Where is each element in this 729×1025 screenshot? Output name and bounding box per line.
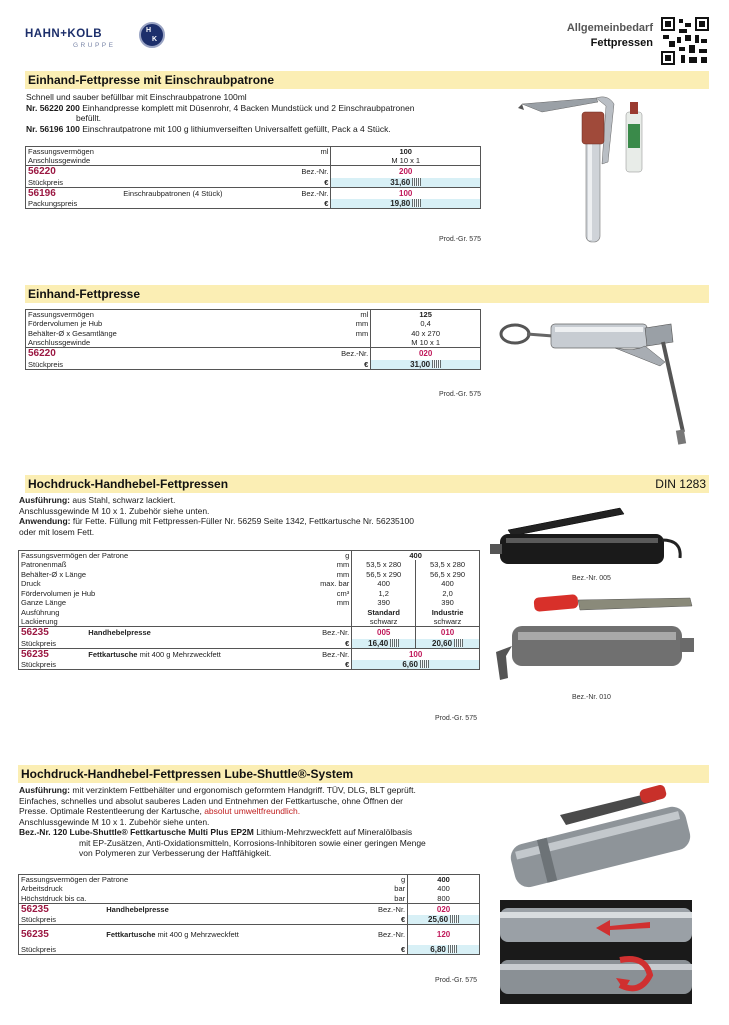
- article-row[interactable]: 56220 Bez.-Nr. 020: [26, 348, 481, 360]
- product-image-einhand-einschraub: [512, 92, 672, 252]
- article-number[interactable]: 56235: [19, 648, 87, 660]
- image-caption-005: Bez.-Nr. 005: [572, 575, 611, 582]
- s1-desc-line1: Schnell und sauber befüllbar mit Einschraubpatrone 100ml: [26, 92, 247, 102]
- brand-logo: [25, 22, 170, 52]
- product-image-einhand: [495, 312, 695, 452]
- mini-qr-icon: [390, 639, 399, 647]
- s1-spec-table: [25, 146, 481, 209]
- s3-spec-table: [18, 550, 480, 670]
- table-row: Lackierung schwarz schwarz: [19, 617, 480, 627]
- price: 16,40: [368, 638, 389, 648]
- product-image-010: [490, 590, 700, 685]
- s1-desc-line3: Nr. 56196 100 Einschrautpatrone mit 100 g lithiumverseiften Universalfett gefüllt, Pack a 4 Stück.: [26, 123, 391, 134]
- section-title-einhand: Einhand-Fettpresse: [25, 285, 709, 303]
- table-row: Ganze Länge mm 390 390: [19, 598, 480, 608]
- price: 19,80: [390, 199, 411, 208]
- price-row: Stückpreis € 31,60: [26, 178, 481, 188]
- article-row[interactable]: 56235 Handhebelpresse Bez.-Nr. 005 010: [19, 627, 480, 639]
- s4-desc-line2: Einfaches, schnelles und absolut sauberes Laden und Entnehmen der Fettkartusche, ohne Öffnen der: [19, 795, 404, 806]
- product-image-lube-shuttle: [500, 785, 700, 895]
- price-row: Stückpreis € 6,80: [19, 945, 480, 955]
- price: 25,60: [428, 915, 449, 924]
- table-row: Anschlussgewinde M 10 x 1: [26, 338, 481, 348]
- table-row: Fördervolumen je Hub mm 0,4: [26, 319, 481, 329]
- mini-qr-icon: [450, 915, 459, 923]
- table-row: Behälter-Ø x Länge mm 56,5 x 290 56,5 x 290: [19, 570, 480, 580]
- article-number[interactable]: 56220: [26, 348, 106, 360]
- s4-desc-line1: Ausführung: mit verzinktem Fettbehälter und ergonomisch geformtem Handgriff. TÜV, DLG, BLT geprüft.: [19, 785, 416, 795]
- qr-code-icon[interactable]: [661, 17, 709, 65]
- article-row[interactable]: 56235 Handhebelpresse Bez.-Nr. 020: [19, 903, 480, 915]
- mini-qr-icon: [454, 639, 463, 647]
- brand-badge-icon: [139, 22, 165, 48]
- article-row[interactable]: 56235 Fettkartusche mit 400 g Mehrzweckfett Bez.-Nr. 100: [19, 648, 480, 660]
- table-row: Höchstdruck bis ca. bar 800: [19, 894, 480, 904]
- product-image-005: [490, 500, 690, 575]
- section-title-lube-shuttle: Hochdruck-Handhebel-Fettpressen Lube-Shuttle®-System: [18, 765, 709, 783]
- table-row: Ausführung Standard Industrie: [19, 608, 480, 618]
- article-number[interactable]: 56220: [26, 166, 122, 178]
- s4-desc-line7: von Polymeren zur Verbesserung der Haftfähigkeit.: [79, 848, 272, 858]
- mini-qr-icon: [420, 660, 429, 668]
- section-title-hochdruck: Hochdruck-Handhebel-Fettpressen DIN 1283: [25, 475, 709, 493]
- table-row: Fassungsvermögen ml 100: [26, 147, 481, 157]
- product-group: Prod.-Gr. 575: [434, 715, 477, 722]
- s1-description: [26, 92, 496, 134]
- price: 31,00: [410, 359, 431, 369]
- price-row: Packungspreis € 19,80: [26, 199, 481, 209]
- price: 6,60: [402, 660, 418, 669]
- badge-letter-k: K: [152, 36, 158, 43]
- badge-letter-h: H: [146, 27, 152, 34]
- s3-desc-line3: Anwendung: für Fette. Füllung mit Fettpressen-Füller Nr. 56259 Seite 1342, Fettkartusche Nr. 56235100: [19, 516, 414, 526]
- s4-desc-line5: Bez.-Nr. 120 Lube-Shuttle® Fettkartusche Multi Plus EP2M Lithium-Mehrzweckfett auf Mineralölbasis: [19, 827, 413, 837]
- subcategory-label: Fettpressen: [590, 37, 653, 49]
- table-row: Arbeitsdruck bar 400: [19, 884, 480, 894]
- product-group: Prod.-Gr. 575: [438, 391, 481, 398]
- price-row: Stückpreis € 6,60: [19, 660, 480, 670]
- table-row: Fassungsvermögen der Patrone g 400: [19, 875, 480, 885]
- s4-desc-line6: mit EP-Zusätzen, Anti-Oxidationsmitteln, Korrosions-Inhibitoren sowie einer geringen Menge: [79, 837, 426, 848]
- price: 31,60: [390, 177, 411, 187]
- table-row: Fassungsvermögen ml 125: [26, 310, 481, 320]
- article-number[interactable]: 56235: [19, 903, 105, 915]
- s3-description: [19, 495, 489, 537]
- s4-desc-line4: Anschlussgewinde M 10 x 1. Zubehör siehe unten.: [19, 816, 210, 827]
- table-row: Fördervolumen je Hub cm³ 1,2 2,0: [19, 589, 480, 599]
- article-row[interactable]: 56235 Fettkartusche mit 400 g Mehrzweckfett Bez.-Nr. 120: [19, 925, 480, 945]
- table-row: Druck max. bar 400 400: [19, 579, 480, 589]
- s4-description: [19, 785, 497, 859]
- table-row: Behälter-Ø x Gesamtlänge mm 40 x 270: [26, 329, 481, 339]
- table-row: Patronenmaß mm 53,5 x 280 53,5 x 280: [19, 560, 480, 570]
- table-row: Fassungsvermögen der Patrone g 400: [19, 551, 480, 561]
- section-title-einhand-einschraub: Einhand-Fettpresse mit Einschraubpatrone: [25, 71, 709, 89]
- brand-name: HAHN+KOLB: [25, 28, 103, 40]
- s3-desc-line2: Anschlussgewinde M 10 x 1. Zubehör siehe unten.: [19, 505, 210, 516]
- article-row[interactable]: 56196 Einschraubpatronen (4 Stück) Bez.-Nr. 100: [26, 187, 481, 199]
- price: 6,80: [430, 944, 446, 954]
- s4-spec-table: [18, 874, 480, 955]
- mini-qr-icon: [412, 178, 421, 186]
- price: 20,60: [432, 638, 453, 648]
- category-label: Allgemeinbedarf: [566, 22, 653, 34]
- din-label: DIN 1283: [655, 477, 706, 491]
- s2-spec-table: [25, 309, 481, 370]
- product-group: Prod.-Gr. 575: [438, 236, 481, 243]
- product-image-cartridge-detail: [500, 900, 692, 1004]
- mini-qr-icon: [448, 945, 457, 953]
- price-row: Stückpreis € 25,60: [19, 915, 480, 925]
- brand-sub: GRUPPE: [73, 42, 116, 49]
- image-caption-010: Bez.-Nr. 010: [572, 694, 611, 701]
- article-row[interactable]: 56220 Bez.-Nr. 200: [26, 166, 481, 178]
- article-number[interactable]: 56235: [19, 925, 105, 945]
- table-row: Anschlussgewinde M 10 x 1: [26, 156, 481, 166]
- price-row: Stückpreis € 16,40 20,60: [19, 639, 480, 649]
- product-group: Prod.-Gr. 575: [434, 977, 477, 984]
- price-row: Stückpreis € 31,00: [26, 360, 481, 370]
- s3-desc-line1: Ausführung: aus Stahl, schwarz lackiert.: [19, 495, 176, 505]
- s3-desc-line4: oder mit losem Fett.: [19, 526, 95, 537]
- s1-desc-line2: Nr. 56220 200 Einhandpresse komplett mit Düsenrohr, 4 Backen Mundstück und 2 Einschraubpatronen: [26, 102, 415, 113]
- mini-qr-icon: [412, 199, 421, 207]
- mini-qr-icon: [432, 360, 441, 368]
- s1-desc-line2b: befüllt.: [76, 113, 102, 123]
- s4-desc-line3: Presse. Optimale Restentleerung der Kartusche, absolut umweltfreundlich.: [19, 806, 301, 816]
- article-number[interactable]: 56196: [26, 187, 122, 199]
- article-number[interactable]: 56235: [19, 627, 87, 639]
